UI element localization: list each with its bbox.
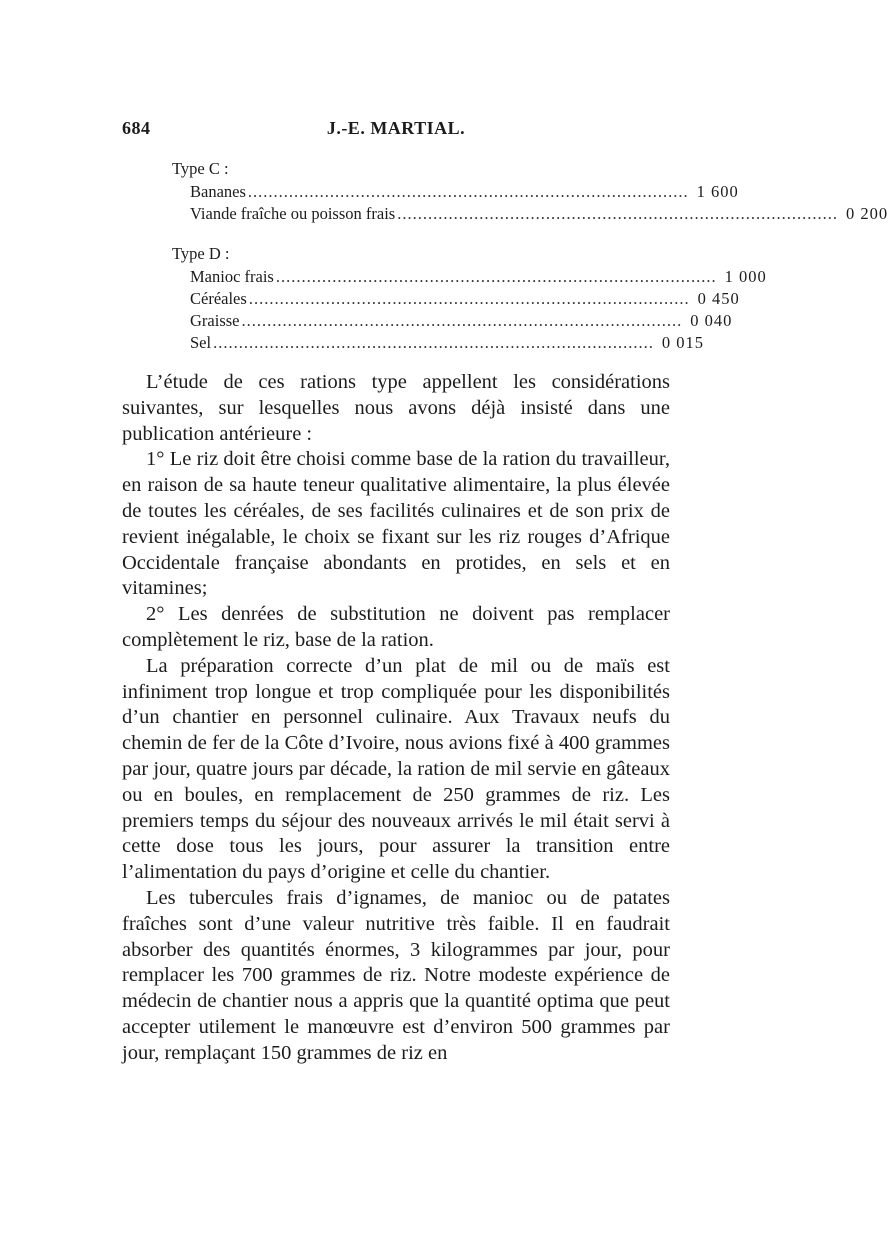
ration-type-title: Type D : [172, 244, 230, 263]
ration-item-name: Sel [190, 333, 212, 352]
ration-row [172, 310, 733, 332]
dot-leader: ...................................................................................... [397, 204, 838, 223]
ration-item-qty: 0 200 [845, 204, 888, 223]
page-number: 684 [122, 118, 151, 138]
dot-leader: ...................................................................................... [275, 267, 717, 286]
ration-item-qty: 1 000 [724, 267, 767, 286]
ration-row [172, 181, 739, 203]
ration-row [172, 288, 740, 310]
paragraph: La préparation correcte d’un plat de mil ou de maïs est infiniment trop longue et trop compliquée pour les disponibilités d’un chantier en personnel culinaire. Aux Travaux neufs du chemin de fer de la Côte d’Ivoire, nous avions fixé à 400 grammes par jour, quatre jours par décade, la ration de mil servie en gâteaux ou en boules, en remplacement de 250 grammes de riz. Les premiers temps du séjour des nouveaux arrivés le mil était servi à cette dose tous les jours, pour assurer la transition entre l’alimentation du pays d’origine et celle du chantier. [122, 654, 670, 884]
dot-leader: ...................................................................................... [247, 182, 689, 201]
ration-item-name: Viande fraîche ou poisson frais [190, 204, 396, 223]
ration-item-qty: 0 015 [661, 333, 704, 352]
ration-item-qty: 0 450 [697, 289, 740, 308]
ration-item-name: Bananes [190, 182, 246, 201]
paragraph: Les tubercules frais d’ignames, de manioc ou de patates fraîches sont d’une valeur nutritive très faible. Il en faudrait absorber des quantités énormes, 3 kilogrammes par jour, pour remplacer les 700 grammes de riz. Notre modeste expérience de médecin de chantier nous a appris que la quantité optima que peut accepter utilement le manœuvre est d’environ 500 grammes par jour, remplaçant 150 grammes de riz en [122, 886, 670, 1064]
ration-type-title: Type C : [172, 159, 229, 178]
ration-item-name: Manioc frais [190, 267, 274, 286]
ration-item-qty: 0 040 [690, 311, 733, 330]
dot-leader: ...................................................................................... [213, 333, 654, 352]
ration-table [172, 157, 888, 354]
dot-leader: ...................................................................................... [248, 289, 690, 308]
ration-item-qty: 1 600 [696, 182, 739, 201]
ration-row [172, 266, 767, 288]
ration-item-name: Graisse [190, 311, 240, 330]
ration-row [172, 203, 888, 225]
dot-leader: ...................................................................................... [241, 311, 683, 330]
page-header [122, 118, 670, 148]
running-head: J.-E. MARTIAL. [326, 118, 466, 138]
paragraph: L’étude de ces rations type appellent les considérations suivantes, sur lesquelles nous avons déjà insisté dans une publication antérieure : [122, 371, 670, 445]
ration-row [172, 332, 704, 354]
body-text [122, 370, 670, 1067]
ration-item-name: Céréales [190, 289, 247, 308]
paragraph: 1° Le riz doit être choisi comme base de la ration du travailleur, en raison de sa haute teneur qualitative alimentaire, la plus élevée de toutes les céréales, de ses facilités culinaires et de son prix de revient inégalable, le choix se fixant sur les riz rouges d’Afrique Occidentale française abondants en protides, en sels et en vitamines; [122, 448, 670, 600]
paragraph: 2° Les denrées de substitution ne doivent pas remplacer complètement le riz, base de la ration. [122, 603, 670, 651]
